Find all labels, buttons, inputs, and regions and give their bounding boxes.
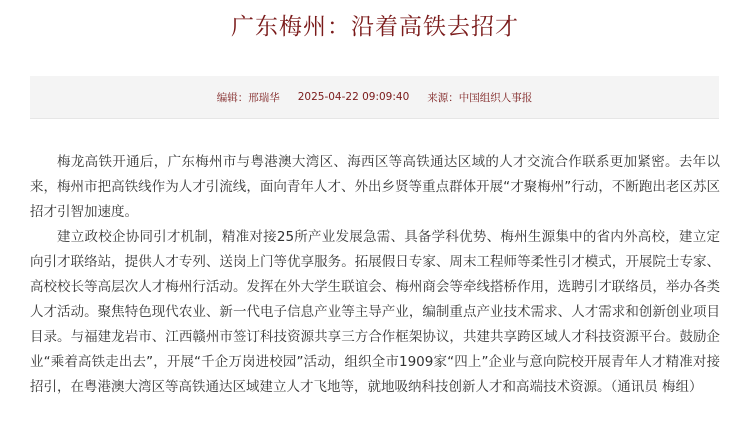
article-title: 广东梅州：沿着高铁去招才 [231,14,519,40]
article-meta-bar [30,76,719,119]
article-paragraph-2: 建立政校企协同引才机制，精准对接25所产业发展急需、具备学科优势、梅州生源集中的省内外高校，建立定向引才联络站，提供人才专列、送岗上门等优享服务。拓展假日专家、周末工程师等柔性引才模式，开展院士专家、高校校长等高层次人才梅州行活动。发挥在外大学生联谊会、梅州商会等牵线搭桥作用，选聘引才联络员，举办各类人才活动。聚焦特色现代农业、新一代电子信息产业等主导产业，编制重点产业技术需求、人才需求和创新创业项目目录。与福建龙岩市、江西赣州市签订科技资源共享三方合作框架协议，共建共享跨区域人才科技资源平台。鼓励企业“乘着高铁走出去”，开展“千企万岗进校园”活动，组织全市1909家“四上”企业与意向院校开展青年人才精准对接招引，在粤港澳大湾区等高铁通达区域建立人才飞地等，就地吸纳科技创新人才和高端技术资源。（通讯员 梅组） [30,229,720,395]
article-paragraph-1: 梅龙高铁开通后，广东梅州市与粤港澳大湾区、海西区等高铁通达区域的人才交流合作联系更加紧密。去年以来，梅州市把高铁线作为人才引流线，面向青年人才、外出乡贤等重点群体开展“才聚梅州”行动，不断跑出老区苏区招才引智加速度。 [30,154,720,220]
article-body [30,150,720,400]
publish-datetime: 2025-04-22 09:09:40 [297,91,410,103]
editor-info: 编辑：邢瑞华 [216,91,280,104]
source-info: 来源：中国组织人事报 [427,91,533,104]
